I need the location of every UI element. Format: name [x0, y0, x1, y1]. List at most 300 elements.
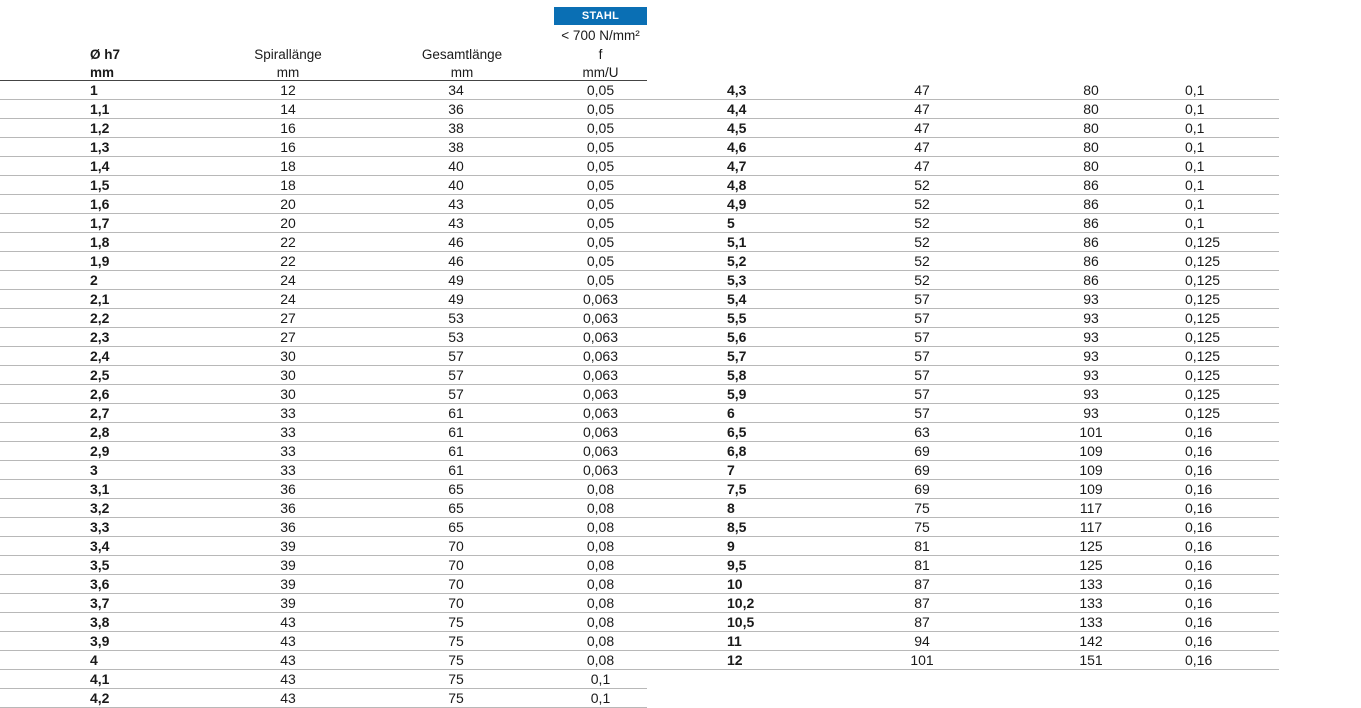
table-row	[0, 271, 647, 290]
total-length-cell: 38	[358, 119, 554, 138]
spiral-length-cell: 87	[847, 613, 997, 632]
table-row	[0, 309, 647, 328]
spiral-length-cell: 47	[847, 81, 997, 100]
feed-cell: 0,05	[554, 176, 647, 195]
spiral-length-cell: 18	[218, 176, 358, 195]
total-length-cell: 93	[997, 385, 1185, 404]
total-length-cell: 53	[358, 328, 554, 347]
diameter-cell: 1,5	[0, 176, 218, 195]
spiral-length-cell: 52	[847, 214, 997, 233]
spiral-length-cell: 47	[847, 138, 997, 157]
feed-cell: 0,1	[1185, 176, 1279, 195]
total-length-cell: 93	[997, 404, 1185, 423]
table-row	[647, 157, 1279, 176]
feed-cell: 0,125	[1185, 404, 1279, 423]
total-length-cell: 93	[997, 290, 1185, 309]
header-feed: f	[598, 47, 603, 62]
table-row	[647, 594, 1279, 613]
diameter-cell: 1,9	[0, 252, 218, 271]
spiral-length-cell: 36	[218, 518, 358, 537]
spiral-length-cell: 33	[218, 442, 358, 461]
diameter-cell: 7,5	[647, 480, 847, 499]
total-length-cell: 93	[997, 309, 1185, 328]
spiral-length-cell: 33	[218, 423, 358, 442]
diameter-cell: 8	[647, 499, 847, 518]
spiral-length-cell: 33	[218, 461, 358, 480]
table-row	[647, 81, 1279, 100]
table-row	[647, 119, 1279, 138]
spiral-length-cell: 57	[847, 309, 997, 328]
spiral-length-cell: 39	[218, 575, 358, 594]
spiral-length-cell: 20	[218, 195, 358, 214]
diameter-cell: 12	[647, 651, 847, 670]
diameter-cell: 10,2	[647, 594, 847, 613]
diameter-cell: 4,9	[647, 195, 847, 214]
total-length-cell: 93	[997, 366, 1185, 385]
feed-cell: 0,05	[554, 233, 647, 252]
diameter-cell: 3,7	[0, 594, 218, 613]
total-length-cell: 86	[997, 252, 1185, 271]
diameter-cell: 5,9	[647, 385, 847, 404]
spiral-length-cell: 27	[218, 309, 358, 328]
diameter-cell: 2,7	[0, 404, 218, 423]
table-row	[0, 499, 647, 518]
table-row	[0, 347, 647, 366]
header-feed-unit: mm/U	[582, 65, 619, 80]
total-length-cell: 151	[997, 651, 1185, 670]
table-row	[647, 442, 1279, 461]
total-length-cell: 61	[358, 404, 554, 423]
feed-cell: 0,05	[554, 252, 647, 271]
diameter-cell: 9	[647, 537, 847, 556]
feed-cell: 0,08	[554, 613, 647, 632]
spiral-length-cell: 69	[847, 461, 997, 480]
feed-cell: 0,1	[1185, 119, 1279, 138]
feed-cell: 0,125	[1185, 309, 1279, 328]
diameter-cell: 5,7	[647, 347, 847, 366]
total-length-cell: 75	[358, 670, 554, 689]
spiral-length-cell: 75	[847, 518, 997, 537]
total-length-cell: 43	[358, 214, 554, 233]
table-row	[0, 328, 647, 347]
diameter-cell: 3,1	[0, 480, 218, 499]
table-row	[0, 613, 647, 632]
spiral-length-cell: 30	[218, 385, 358, 404]
total-length-cell: 93	[997, 328, 1185, 347]
spiral-length-cell: 47	[847, 119, 997, 138]
table-row	[647, 613, 1279, 632]
table-row	[647, 461, 1279, 480]
feed-cell: 0,16	[1185, 442, 1279, 461]
table-row	[0, 423, 647, 442]
spiral-length-cell: 57	[847, 290, 997, 309]
table-row	[647, 575, 1279, 594]
spiral-length-cell: 12	[218, 81, 358, 100]
feed-cell: 0,16	[1185, 423, 1279, 442]
diameter-cell: 7	[647, 461, 847, 480]
diameter-cell: 3,2	[0, 499, 218, 518]
total-length-cell: 65	[358, 499, 554, 518]
spiral-length-cell: 43	[218, 651, 358, 670]
material-badge: STAHL	[554, 7, 647, 25]
total-length-cell: 80	[997, 81, 1185, 100]
feed-cell: 0,08	[554, 594, 647, 613]
table-row	[647, 385, 1279, 404]
total-length-cell: 133	[997, 613, 1185, 632]
table-row	[0, 290, 647, 309]
total-length-cell: 49	[358, 271, 554, 290]
diameter-cell: 3,4	[0, 537, 218, 556]
feed-cell: 0,05	[554, 214, 647, 233]
total-length-cell: 109	[997, 442, 1185, 461]
diameter-cell: 3,3	[0, 518, 218, 537]
spiral-length-cell: 47	[847, 100, 997, 119]
feed-cell: 0,16	[1185, 651, 1279, 670]
spiral-length-cell: 75	[847, 499, 997, 518]
table-row	[0, 670, 647, 689]
spiral-length-cell: 52	[847, 252, 997, 271]
feed-cell: 0,1	[1185, 81, 1279, 100]
table-row	[0, 556, 647, 575]
spiral-length-cell: 43	[218, 689, 358, 708]
total-length-cell: 93	[997, 347, 1185, 366]
total-length-cell: 80	[997, 157, 1185, 176]
diameter-cell: 1,1	[0, 100, 218, 119]
spiral-length-cell: 16	[218, 119, 358, 138]
spiral-length-cell: 33	[218, 404, 358, 423]
table-row	[647, 537, 1279, 556]
table-row	[0, 651, 647, 670]
spiral-length-cell: 57	[847, 366, 997, 385]
spiral-length-cell: 57	[847, 404, 997, 423]
diameter-cell: 2,1	[0, 290, 218, 309]
total-length-cell: 86	[997, 233, 1185, 252]
spiral-length-cell: 18	[218, 157, 358, 176]
diameter-cell: 11	[647, 632, 847, 651]
feed-cell: 0,125	[1185, 385, 1279, 404]
total-length-cell: 34	[358, 81, 554, 100]
total-length-cell: 101	[997, 423, 1185, 442]
spiral-length-cell: 24	[218, 290, 358, 309]
header-total-length: Gesamtlänge	[421, 47, 503, 62]
spiral-length-cell: 69	[847, 480, 997, 499]
table-row	[0, 100, 647, 119]
diameter-cell: 2,2	[0, 309, 218, 328]
total-length-cell: 80	[997, 119, 1185, 138]
diameter-cell: 5,5	[647, 309, 847, 328]
table-row	[647, 651, 1279, 670]
table-row	[0, 366, 647, 385]
feed-cell: 0,16	[1185, 499, 1279, 518]
spiral-length-cell: 52	[847, 176, 997, 195]
diameter-cell: 3,6	[0, 575, 218, 594]
diameter-cell: 5,4	[647, 290, 847, 309]
diameter-cell: 2,9	[0, 442, 218, 461]
spiral-length-cell: 43	[218, 613, 358, 632]
total-length-cell: 86	[997, 176, 1185, 195]
table-row	[0, 233, 647, 252]
table-row	[0, 252, 647, 271]
diameter-cell: 1,2	[0, 119, 218, 138]
spiral-length-cell: 30	[218, 366, 358, 385]
spiral-length-cell: 57	[847, 385, 997, 404]
feed-cell: 0,1	[1185, 195, 1279, 214]
table-row	[647, 271, 1279, 290]
total-length-cell: 61	[358, 461, 554, 480]
total-length-cell: 133	[997, 575, 1185, 594]
feed-cell: 0,05	[554, 119, 647, 138]
total-length-cell: 61	[358, 442, 554, 461]
diameter-cell: 3	[0, 461, 218, 480]
table-row	[0, 537, 647, 556]
table-row	[0, 385, 647, 404]
total-length-cell: 38	[358, 138, 554, 157]
spiral-length-cell: 87	[847, 575, 997, 594]
total-length-cell: 109	[997, 461, 1185, 480]
spiral-length-cell: 52	[847, 233, 997, 252]
table-row	[0, 461, 647, 480]
diameter-cell: 4,4	[647, 100, 847, 119]
feed-cell: 0,08	[554, 480, 647, 499]
spiral-length-cell: 69	[847, 442, 997, 461]
diameter-cell: 2,3	[0, 328, 218, 347]
total-length-cell: 117	[997, 499, 1185, 518]
feed-cell: 0,063	[554, 404, 647, 423]
table-row	[647, 233, 1279, 252]
spiral-length-cell: 94	[847, 632, 997, 651]
diameter-cell: 5	[647, 214, 847, 233]
drill-table-right	[647, 81, 1279, 670]
spiral-length-cell: 101	[847, 651, 997, 670]
table-header	[0, 0, 647, 80]
spiral-length-cell: 20	[218, 214, 358, 233]
strength-label: < 700 N/mm²	[561, 28, 640, 43]
feed-cell: 0,1	[554, 670, 647, 689]
diameter-cell: 1,6	[0, 195, 218, 214]
spiral-length-cell: 27	[218, 328, 358, 347]
table-row	[647, 556, 1279, 575]
feed-cell: 0,05	[554, 195, 647, 214]
feed-cell: 0,125	[1185, 233, 1279, 252]
feed-cell: 0,08	[554, 518, 647, 537]
feed-cell: 0,16	[1185, 518, 1279, 537]
spiral-length-cell: 39	[218, 537, 358, 556]
table-row	[647, 404, 1279, 423]
diameter-cell: 6	[647, 404, 847, 423]
total-length-cell: 57	[358, 347, 554, 366]
diameter-cell: 6,5	[647, 423, 847, 442]
table-row	[647, 423, 1279, 442]
header-spiral-length: Spirallänge	[254, 47, 322, 62]
diameter-cell: 4,2	[0, 689, 218, 708]
feed-cell: 0,05	[554, 271, 647, 290]
total-length-cell: 117	[997, 518, 1185, 537]
spiral-length-cell: 22	[218, 233, 358, 252]
total-length-cell: 86	[997, 271, 1185, 290]
spiral-length-cell: 87	[847, 594, 997, 613]
total-length-cell: 133	[997, 594, 1185, 613]
feed-cell: 0,16	[1185, 594, 1279, 613]
table-row	[0, 404, 647, 423]
total-length-cell: 70	[358, 537, 554, 556]
total-length-cell: 57	[358, 366, 554, 385]
diameter-cell: 1,4	[0, 157, 218, 176]
feed-cell: 0,063	[554, 423, 647, 442]
spiral-length-cell: 30	[218, 347, 358, 366]
diameter-cell: 4	[0, 651, 218, 670]
diameter-cell: 3,9	[0, 632, 218, 651]
spiral-length-cell: 47	[847, 157, 997, 176]
spiral-length-cell: 81	[847, 556, 997, 575]
spiral-length-cell: 39	[218, 556, 358, 575]
table-row	[647, 100, 1279, 119]
table-row	[647, 290, 1279, 309]
total-length-cell: 75	[358, 632, 554, 651]
diameter-cell: 5,2	[647, 252, 847, 271]
header-diameter: Ø h7	[90, 47, 121, 62]
total-length-cell: 80	[997, 138, 1185, 157]
feed-cell: 0,063	[554, 461, 647, 480]
spiral-length-cell: 36	[218, 480, 358, 499]
feed-cell: 0,1	[1185, 157, 1279, 176]
feed-cell: 0,125	[1185, 290, 1279, 309]
table-row	[647, 176, 1279, 195]
diameter-cell: 9,5	[647, 556, 847, 575]
total-length-cell: 53	[358, 309, 554, 328]
feed-cell: 0,063	[554, 290, 647, 309]
feed-cell: 0,16	[1185, 461, 1279, 480]
table-row	[647, 252, 1279, 271]
total-length-cell: 109	[997, 480, 1185, 499]
total-length-cell: 80	[997, 100, 1185, 119]
diameter-cell: 3,8	[0, 613, 218, 632]
table-row	[647, 499, 1279, 518]
feed-cell: 0,05	[554, 138, 647, 157]
feed-cell: 0,125	[1185, 347, 1279, 366]
feed-cell: 0,08	[554, 575, 647, 594]
total-length-cell: 46	[358, 233, 554, 252]
table-row	[647, 347, 1279, 366]
total-length-cell: 75	[358, 689, 554, 708]
total-length-cell: 46	[358, 252, 554, 271]
table-row	[647, 518, 1279, 537]
diameter-cell: 1	[0, 81, 218, 100]
diameter-cell: 5,3	[647, 271, 847, 290]
diameter-cell: 5,8	[647, 366, 847, 385]
total-length-cell: 86	[997, 195, 1185, 214]
feed-cell: 0,16	[1185, 613, 1279, 632]
total-length-cell: 61	[358, 423, 554, 442]
table-row	[647, 632, 1279, 651]
total-length-cell: 70	[358, 575, 554, 594]
diameter-cell: 4,1	[0, 670, 218, 689]
diameter-cell: 10,5	[647, 613, 847, 632]
spiral-length-cell: 22	[218, 252, 358, 271]
spiral-length-cell: 39	[218, 594, 358, 613]
spiral-length-cell: 52	[847, 195, 997, 214]
diameter-cell: 4,3	[647, 81, 847, 100]
table-row	[0, 176, 647, 195]
total-length-cell: 43	[358, 195, 554, 214]
feed-cell: 0,05	[554, 100, 647, 119]
spiral-length-cell: 57	[847, 328, 997, 347]
diameter-cell: 2,6	[0, 385, 218, 404]
diameter-cell: 4,8	[647, 176, 847, 195]
table-row	[0, 195, 647, 214]
feed-cell: 0,063	[554, 347, 647, 366]
spiral-length-cell: 52	[847, 271, 997, 290]
diameter-cell: 2,8	[0, 423, 218, 442]
feed-cell: 0,063	[554, 366, 647, 385]
table-row	[0, 119, 647, 138]
feed-cell: 0,1	[1185, 100, 1279, 119]
feed-cell: 0,08	[554, 632, 647, 651]
feed-cell: 0,1	[554, 689, 647, 708]
feed-cell: 0,063	[554, 309, 647, 328]
feed-cell: 0,063	[554, 442, 647, 461]
feed-cell: 0,125	[1185, 366, 1279, 385]
feed-cell: 0,08	[554, 651, 647, 670]
feed-cell: 0,1	[1185, 138, 1279, 157]
feed-cell: 0,16	[1185, 556, 1279, 575]
total-length-cell: 40	[358, 157, 554, 176]
diameter-cell: 4,6	[647, 138, 847, 157]
feed-cell: 0,08	[554, 556, 647, 575]
table-row	[647, 195, 1279, 214]
diameter-cell: 5,1	[647, 233, 847, 252]
table-row	[647, 138, 1279, 157]
feed-cell: 0,125	[1185, 252, 1279, 271]
spiral-length-cell: 81	[847, 537, 997, 556]
diameter-cell: 8,5	[647, 518, 847, 537]
spiral-length-cell: 14	[218, 100, 358, 119]
total-length-cell: 36	[358, 100, 554, 119]
header-spiral-unit: mm	[276, 65, 300, 80]
table-row	[0, 518, 647, 537]
header-diameter-unit: mm	[90, 65, 115, 80]
diameter-cell: 2	[0, 271, 218, 290]
table-row	[0, 594, 647, 613]
table-row	[647, 366, 1279, 385]
feed-cell: 0,1	[1185, 214, 1279, 233]
table-row	[0, 480, 647, 499]
total-length-cell: 70	[358, 556, 554, 575]
spiral-length-cell: 16	[218, 138, 358, 157]
table-row	[0, 81, 647, 100]
feed-cell: 0,05	[554, 81, 647, 100]
diameter-cell: 2,5	[0, 366, 218, 385]
feed-cell: 0,063	[554, 385, 647, 404]
spiral-length-cell: 24	[218, 271, 358, 290]
total-length-cell: 65	[358, 518, 554, 537]
table-row	[0, 157, 647, 176]
diameter-cell: 6,8	[647, 442, 847, 461]
diameter-cell: 1,3	[0, 138, 218, 157]
table-row	[0, 138, 647, 157]
spiral-length-cell: 43	[218, 670, 358, 689]
total-length-cell: 40	[358, 176, 554, 195]
diameter-cell: 4,7	[647, 157, 847, 176]
total-length-cell: 75	[358, 651, 554, 670]
feed-cell: 0,05	[554, 157, 647, 176]
spiral-length-cell: 43	[218, 632, 358, 651]
diameter-cell: 10	[647, 575, 847, 594]
total-length-cell: 65	[358, 480, 554, 499]
feed-cell: 0,16	[1185, 537, 1279, 556]
feed-cell: 0,16	[1185, 632, 1279, 651]
total-length-cell: 57	[358, 385, 554, 404]
table-row	[0, 214, 647, 233]
